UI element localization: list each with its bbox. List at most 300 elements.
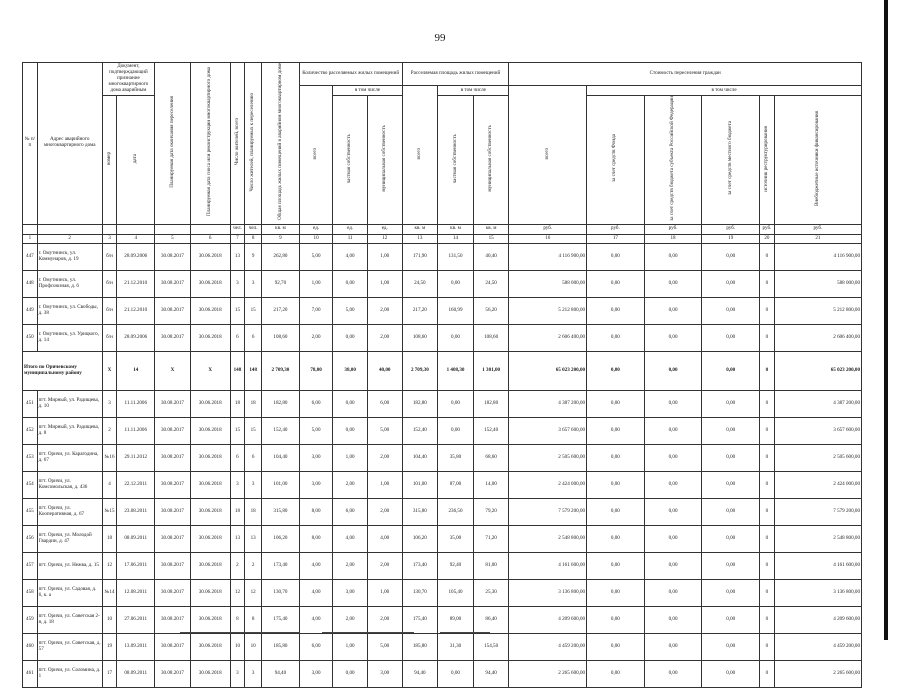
table-cell: 2 424 000,00 xyxy=(774,471,861,498)
table-cell: 0,00 xyxy=(702,498,760,525)
table-cell: 0,00 xyxy=(702,324,760,351)
table-cell: 89,00 xyxy=(438,606,474,633)
table-cell: 0,00 xyxy=(587,417,645,444)
column-number: 11 xyxy=(333,234,368,243)
table-cell: 2,00 xyxy=(367,606,402,633)
table-cell: 65 023 200,00 xyxy=(509,351,587,390)
table-cell: 94,40 xyxy=(473,660,509,687)
table-cell: 4 459 200,00 xyxy=(509,633,587,660)
table-cell: 35,00 xyxy=(438,525,474,552)
table-cell: 13 xyxy=(245,525,262,552)
table-cell: 87,00 xyxy=(438,471,474,498)
table-cell: 30.06.2018 xyxy=(190,633,230,660)
table-cell: 18 xyxy=(230,498,245,525)
table-cell: 7,00 xyxy=(299,297,333,324)
table-cell: 4,00 xyxy=(299,606,333,633)
header-count-private xyxy=(333,96,368,225)
table-cell: 2 424 000,00 xyxy=(509,471,587,498)
table-cell: 108,60 xyxy=(402,324,438,351)
table-cell: 0 xyxy=(760,525,775,552)
header-no: № п/п xyxy=(23,63,38,225)
column-number: 17 xyxy=(587,234,645,243)
table-cell: 2,00 xyxy=(367,324,402,351)
table-cell: б/н xyxy=(102,270,117,297)
table-cell: 56,20 xyxy=(473,297,509,324)
table-row xyxy=(23,444,862,471)
table-cell: 21.12.2010 xyxy=(117,297,155,324)
table-cell: 0 xyxy=(760,324,775,351)
unit-cell: руб. xyxy=(760,224,775,234)
table-cell: 0 xyxy=(760,660,775,687)
table-cell: 0,00 xyxy=(644,351,702,390)
table-cell: 0,00 xyxy=(702,351,760,390)
header-residents-total-text: Число жителей, всего xyxy=(233,118,240,166)
table-cell: 92,70 xyxy=(262,270,300,297)
table-cell: 3 xyxy=(230,270,245,297)
table-cell: 30.06.2018 xyxy=(190,606,230,633)
table-cell: 0,00 xyxy=(644,390,702,417)
table-cell: 30.08.2017 xyxy=(155,633,191,660)
table-cell: 6,00 xyxy=(299,633,333,660)
table-cell: 30.08.2017 xyxy=(155,324,191,351)
table-cell: №15 xyxy=(102,498,117,525)
table-cell: 30.08.2017 xyxy=(155,471,191,498)
table-cell: 0,00 xyxy=(702,390,760,417)
table-cell: 9 xyxy=(245,243,262,270)
table-cell: 30.06.2018 xyxy=(190,471,230,498)
header-residents-total xyxy=(230,63,245,225)
table-cell: 5,00 xyxy=(299,417,333,444)
table-cell: 0 xyxy=(760,552,775,579)
table-cell: 185,80 xyxy=(262,633,300,660)
table-cell: X xyxy=(102,351,117,390)
unit-cell: чел. xyxy=(230,224,245,234)
table-cell: 101,00 xyxy=(402,471,438,498)
table-cell: 0 xyxy=(760,471,775,498)
column-number: 12 xyxy=(367,234,402,243)
table-cell: 3 xyxy=(102,390,117,417)
table-cell: 0,00 xyxy=(702,579,760,606)
table-row xyxy=(23,552,862,579)
table-cell: 2 548 800,00 xyxy=(509,525,587,552)
header-demolition-date-text: Планируемая дата сноса или реконструкции многоквартирного дома xyxy=(206,67,213,217)
table-cell: 171,90 xyxy=(402,243,438,270)
table-cell: 68,60 xyxy=(473,444,509,471)
unit-cell: кв. м xyxy=(262,224,300,234)
header-cost-local xyxy=(702,96,760,225)
table-cell: 5,00 xyxy=(367,417,402,444)
unit-cell: руб. xyxy=(509,224,587,234)
table-cell: 0 xyxy=(760,297,775,324)
table-cell: 4 116 900,00 xyxy=(509,243,587,270)
table-cell: 101,00 xyxy=(262,471,300,498)
column-number: 21 xyxy=(774,234,861,243)
table-cell: 3,00 xyxy=(367,660,402,687)
table-cell: 3 657 600,00 xyxy=(774,417,861,444)
table-cell: 130,70 xyxy=(402,579,438,606)
table-cell: 0,00 xyxy=(587,552,645,579)
table-cell: 152,40 xyxy=(262,417,300,444)
table-cell: 0,00 xyxy=(587,633,645,660)
table-cell: 30.08.2017 xyxy=(155,297,191,324)
table-cell: 185,80 xyxy=(402,633,438,660)
table-cell: 6,00 xyxy=(367,390,402,417)
unit-cell: руб. xyxy=(702,224,760,234)
table-cell: 1,00 xyxy=(367,243,402,270)
table-cell: 175,40 xyxy=(402,606,438,633)
unit-cell xyxy=(37,224,102,234)
table-cell: 148 xyxy=(245,351,262,390)
table-cell: 0,00 xyxy=(702,471,760,498)
table-cell: 12 xyxy=(102,552,117,579)
header-cost-total-text: всего xyxy=(543,147,550,160)
table-cell: 0,00 xyxy=(587,351,645,390)
table-row xyxy=(23,525,862,552)
table-cell: 30.06.2018 xyxy=(190,525,230,552)
table-cell: 160,99 xyxy=(438,297,474,324)
table-cell: 3 xyxy=(245,660,262,687)
table-cell: 94,40 xyxy=(262,660,300,687)
table-cell: №14 xyxy=(102,579,117,606)
table-cell: 18 xyxy=(245,498,262,525)
page-number: 99 xyxy=(434,32,446,44)
header-address: Адрес аварийного многоквартирного дома xyxy=(37,63,102,225)
unit-cell: руб. xyxy=(774,224,861,234)
table-cell: 10 xyxy=(102,606,117,633)
table-cell: 4 116 900,00 xyxy=(774,243,861,270)
row-number-cell: 453 xyxy=(23,444,38,471)
table-cell: 30.08.2017 xyxy=(155,579,191,606)
header-doc-number-text: номер xyxy=(105,151,112,165)
table-cell: 104,40 xyxy=(402,444,438,471)
table-cell: 0 xyxy=(760,243,775,270)
address-cell: пгт. Оричи, ул. Нежва, д. 15 xyxy=(37,552,102,579)
table-cell: 13.09.2011 xyxy=(117,633,155,660)
table-cell: 18 xyxy=(230,390,245,417)
address-cell: пгт. Мирный, ул. Радищева, д. 8 xyxy=(37,417,102,444)
table-cell: 108,60 xyxy=(473,324,509,351)
table-cell: 0,00 xyxy=(333,660,368,687)
table-cell: 0 xyxy=(760,579,775,606)
row-number-cell: 452 xyxy=(23,417,38,444)
table-cell: 2 505 600,00 xyxy=(509,444,587,471)
table-cell: 4,00 xyxy=(367,525,402,552)
table-cell: 0,00 xyxy=(644,324,702,351)
table-cell: 2 606 400,00 xyxy=(774,324,861,351)
table-cell: 1,00 xyxy=(367,471,402,498)
header-doc-number xyxy=(102,96,117,225)
table-cell: 0,00 xyxy=(702,444,760,471)
table-cell: 0,00 xyxy=(587,324,645,351)
table-cell: 2 xyxy=(245,552,262,579)
row-number-cell: 450 xyxy=(23,324,38,351)
table-cell: 4 209 600,00 xyxy=(509,606,587,633)
header-doc-date xyxy=(117,96,155,225)
table-cell: 30.08.2017 xyxy=(155,552,191,579)
header-cost-reorg-text: источник реструктурирования xyxy=(762,125,769,192)
table-cell: 30.06.2018 xyxy=(190,579,230,606)
unit-cell: ед. xyxy=(333,224,368,234)
table-cell: 40,00 xyxy=(367,351,402,390)
table-cell: 182,80 xyxy=(473,390,509,417)
table-cell: 12 xyxy=(230,579,245,606)
table-cell: 12 xyxy=(245,579,262,606)
header-count-municipal-text: муниципальная собственность xyxy=(380,125,387,192)
table-cell: 236,50 xyxy=(438,498,474,525)
table-cell: 28.09.2006 xyxy=(117,324,155,351)
table-cell: 5 212 800,00 xyxy=(509,297,587,324)
header-cost-extra-text: Внебюджетные источники финансирования xyxy=(813,110,820,206)
table-cell: 94,40 xyxy=(402,660,438,687)
table-cell: 0,00 xyxy=(438,324,474,351)
table-cell: 4 387 200,00 xyxy=(509,390,587,417)
table-cell: 217,20 xyxy=(262,297,300,324)
table-cell: 13 xyxy=(230,525,245,552)
header-cost: Стоимость переселения граждан xyxy=(509,63,862,86)
table-cell: 0,00 xyxy=(644,552,702,579)
table-cell: 3,00 xyxy=(333,579,368,606)
relocation-table xyxy=(22,62,862,688)
table-cell: 18 xyxy=(102,525,117,552)
row-number-cell: 447 xyxy=(23,243,38,270)
header-count-municipal xyxy=(367,96,402,225)
unit-cell: кв. м xyxy=(438,224,474,234)
table-cell: 0,00 xyxy=(702,297,760,324)
table-cell: 6 xyxy=(245,444,262,471)
table-cell: 173,40 xyxy=(402,552,438,579)
table-row xyxy=(23,417,862,444)
unit-cell xyxy=(23,224,38,234)
table-cell: 6,00 xyxy=(299,390,333,417)
unit-cell: руб. xyxy=(644,224,702,234)
table-cell: 0,00 xyxy=(438,270,474,297)
table-cell: 2 709,30 xyxy=(402,351,438,390)
table-cell: 2,00 xyxy=(333,471,368,498)
row-number-cell: 449 xyxy=(23,297,38,324)
column-number: 10 xyxy=(299,234,333,243)
table-cell: 0 xyxy=(760,498,775,525)
table-cell: 0,00 xyxy=(644,633,702,660)
address-cell: пгт. Оричи, ул. Молодой Гвардии, д. 47 xyxy=(37,525,102,552)
column-number: 7 xyxy=(230,234,245,243)
table-cell: 0,00 xyxy=(587,390,645,417)
table-cell: 2 606 400,00 xyxy=(509,324,587,351)
header-cost-total xyxy=(509,86,587,225)
table-cell: 105,40 xyxy=(438,579,474,606)
table-cell: 17.06.2011 xyxy=(117,552,155,579)
table-cell: 29.11.2012 xyxy=(117,444,155,471)
table-cell: 0 xyxy=(760,390,775,417)
table-cell: 3,00 xyxy=(299,660,333,687)
header-count-incl: в том числе xyxy=(333,86,402,96)
column-number: 4 xyxy=(117,234,155,243)
table-cell: 3 xyxy=(230,471,245,498)
table-cell: 1,00 xyxy=(367,270,402,297)
table-cell: 0,00 xyxy=(587,525,645,552)
table-cell: 86,40 xyxy=(473,606,509,633)
footer-rule xyxy=(322,632,414,633)
table-cell: 0,00 xyxy=(702,243,760,270)
table-cell: 4 xyxy=(102,471,117,498)
table-cell: 315,80 xyxy=(402,498,438,525)
table-cell: 10 xyxy=(230,633,245,660)
address-cell: пгт. Оричи, ул. Карагодина, д. 67 xyxy=(37,444,102,471)
table-cell: 0 xyxy=(760,270,775,297)
table-cell: 0,00 xyxy=(333,324,368,351)
table-cell: 148 xyxy=(230,351,245,390)
address-cell: г. Омутнинск, ул. Коммунаров, д. 19 xyxy=(37,243,102,270)
table-cell: 15 xyxy=(230,417,245,444)
header-total-area xyxy=(262,63,300,225)
address-cell: г. Омутнинск, ул. Свободы, д. 38 xyxy=(37,297,102,324)
header-area-private xyxy=(438,96,474,225)
table-cell: 8 xyxy=(230,606,245,633)
table-cell: 2 548 800,00 xyxy=(774,525,861,552)
header-rooms-count: Количество расселяемых жилых помещений xyxy=(299,63,402,86)
table-cell: 0,00 xyxy=(702,633,760,660)
table-cell: 2,00 xyxy=(367,552,402,579)
table-cell: 2 709,30 xyxy=(262,351,300,390)
header-cost-fund-text: за счет средств Фонда xyxy=(611,134,618,183)
header-total-area-text: Общая площадь жилых помещений в аварийном многоквартирном доме xyxy=(276,63,283,221)
table-cell: 6 xyxy=(245,324,262,351)
table-cell: 17 xyxy=(102,660,117,687)
unit-cell: кв. м xyxy=(402,224,438,234)
table-cell: 22.12.2011 xyxy=(117,471,155,498)
table-row xyxy=(23,498,862,525)
table-cell: 0,00 xyxy=(702,417,760,444)
table-cell: 0,00 xyxy=(438,417,474,444)
table-cell: 108,60 xyxy=(262,324,300,351)
header-area-total xyxy=(402,86,438,225)
header-residents-planned xyxy=(245,63,262,225)
table-cell: 35,80 xyxy=(438,444,474,471)
table-cell: б/н xyxy=(102,297,117,324)
table-cell: 3 136 800,00 xyxy=(509,579,587,606)
table-cell: 2 265 600,00 xyxy=(774,660,861,687)
header-area-private-text: частная собственность xyxy=(451,133,458,184)
address-cell: пгт. Оричи, ул. Соломина, д. 1 xyxy=(37,660,102,687)
table-cell: 30.08.2017 xyxy=(155,660,191,687)
row-number-cell: 448 xyxy=(23,270,38,297)
table-cell: 2,00 xyxy=(333,552,368,579)
row-number-cell: 457 xyxy=(23,552,38,579)
table-cell: 6,00 xyxy=(333,498,368,525)
table-cell: 30.06.2018 xyxy=(190,552,230,579)
column-number: 6 xyxy=(190,234,230,243)
table-cell: 30.06.2018 xyxy=(190,297,230,324)
row-number-cell: 451 xyxy=(23,390,38,417)
header-count-total-text: всего xyxy=(312,147,319,160)
table-cell: б/н xyxy=(102,324,117,351)
header-area-incl: в том числе xyxy=(438,86,509,96)
table-cell: 24,50 xyxy=(473,270,509,297)
table-cell: 5,00 xyxy=(367,633,402,660)
table-cell: 0,00 xyxy=(333,270,368,297)
table-cell: 130,70 xyxy=(262,579,300,606)
header-residents-planned-text: Число жителей, планируемых к переселению xyxy=(249,92,256,192)
table-cell: 0,00 xyxy=(587,444,645,471)
table-cell: 21.12.2010 xyxy=(117,270,155,297)
table-cell: 08.09.2011 xyxy=(117,660,155,687)
table-cell: 1 301,00 xyxy=(473,351,509,390)
column-number: 5 xyxy=(155,234,191,243)
address-cell: пгт. Оричи, ул. Кооперативная, д. 67 xyxy=(37,498,102,525)
table-cell: 4,00 xyxy=(333,243,368,270)
table-cell: 0,00 xyxy=(333,390,368,417)
table-cell: 2 xyxy=(102,417,117,444)
footer-rule xyxy=(180,632,300,633)
table-cell: 3,00 xyxy=(299,471,333,498)
address-cell: пгт. Оричи, ул. Советская, д. 57 xyxy=(37,633,102,660)
header-cost-region xyxy=(644,96,702,225)
table-cell: 0,00 xyxy=(702,660,760,687)
column-number: 14 xyxy=(438,234,474,243)
table-cell: 4 387 200,00 xyxy=(774,390,861,417)
unit-cell xyxy=(102,224,117,234)
table-cell: 4,00 xyxy=(333,525,368,552)
table-cell: 0,00 xyxy=(587,270,645,297)
table-cell: 0,00 xyxy=(587,660,645,687)
table-cell: 0,00 xyxy=(333,417,368,444)
row-number-cell: 459 xyxy=(23,606,38,633)
table-cell: 2 xyxy=(230,552,245,579)
footer-rule xyxy=(440,632,490,633)
table-cell: 30.08.2017 xyxy=(155,606,191,633)
table-cell: 30.06.2018 xyxy=(190,444,230,471)
table-cell: 40,40 xyxy=(473,243,509,270)
address-cell: пгт. Оричи, ул. Садовая, д. 6, к. а xyxy=(37,579,102,606)
header-cost-extra xyxy=(774,96,861,225)
header-cost-fund xyxy=(587,96,645,225)
total-row xyxy=(23,351,862,390)
table-cell: 0,00 xyxy=(644,579,702,606)
table-cell: 6 xyxy=(230,444,245,471)
unit-cell: руб. xyxy=(587,224,645,234)
table-row xyxy=(23,243,862,270)
table-cell: 38,00 xyxy=(333,351,368,390)
table-cell: 4 209 600,00 xyxy=(774,606,861,633)
table-cell: 81,00 xyxy=(473,552,509,579)
row-number-cell: 460 xyxy=(23,633,38,660)
unit-cell xyxy=(190,224,230,234)
table-cell: 15 xyxy=(245,297,262,324)
table-cell: 3 xyxy=(245,471,262,498)
table-row xyxy=(23,633,862,660)
address-cell: г. Омутнинск, ул. Урицкого, д. 14 xyxy=(37,324,102,351)
table-cell: 2,00 xyxy=(367,498,402,525)
table-cell: 3 xyxy=(245,270,262,297)
table-cell: 4 161 600,00 xyxy=(774,552,861,579)
table-cell: 0 xyxy=(760,417,775,444)
table-cell: 30.06.2018 xyxy=(190,660,230,687)
table-cell: 65 023 200,00 xyxy=(774,351,861,390)
scan-edge xyxy=(884,0,888,640)
table-cell: 106,20 xyxy=(402,525,438,552)
header-cost-reorg xyxy=(760,96,775,225)
table-cell: 0,00 xyxy=(644,270,702,297)
table-cell: 2 505 600,00 xyxy=(774,444,861,471)
table-row xyxy=(23,579,862,606)
table-cell: 3 xyxy=(230,660,245,687)
table-cell: 79,20 xyxy=(473,498,509,525)
header-demolition-date xyxy=(190,63,230,225)
table-cell: 104,40 xyxy=(262,444,300,471)
table-cell: 0,00 xyxy=(702,606,760,633)
table-cell: 0 xyxy=(760,351,775,390)
column-number: 20 xyxy=(760,234,775,243)
header-doc-date-text: дата xyxy=(131,153,138,164)
